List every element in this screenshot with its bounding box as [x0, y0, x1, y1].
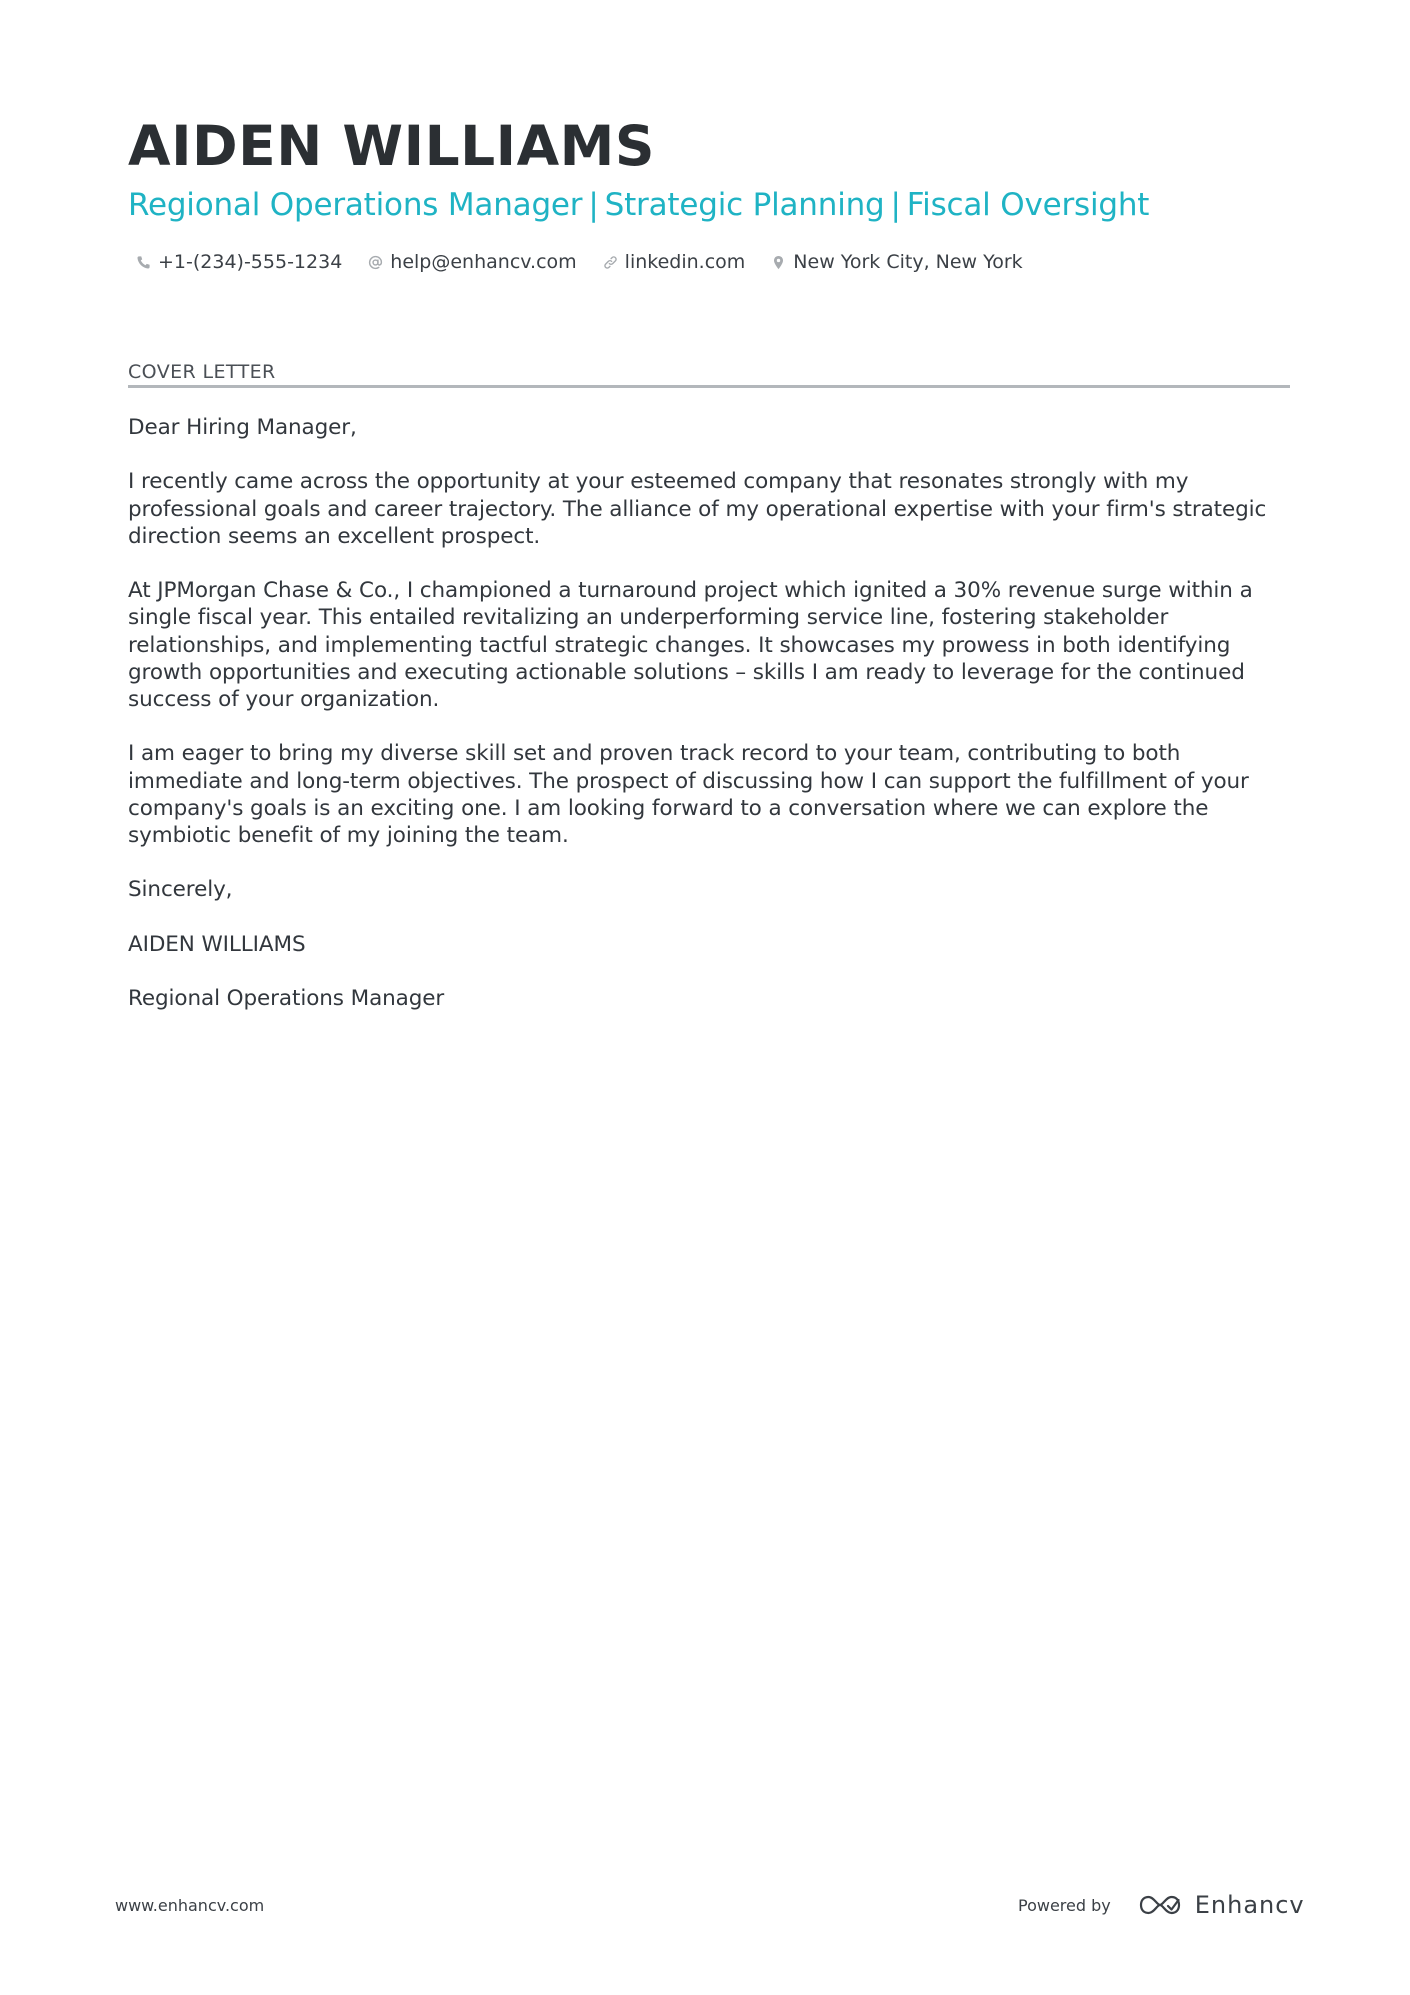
- at-sign-icon: [368, 255, 383, 270]
- footer-website[interactable]: www.enhancv.com: [115, 1896, 265, 1915]
- letter-paragraph: At JPMorgan Chase & Co., I championed a turnaround project which ignited a 30% revenue surge within a single fiscal year. This entailed revitalizing an underperforming service line, fostering stakeholder relationships, and implementing tactful strategic changes. It showcases my prowess in both identifying growth opportunities and executing actionable solutions – skills I am ready to leverage for the continued success of your organization.: [128, 578, 1253, 712]
- signature-name: AIDEN WILLIAMS: [128, 931, 306, 957]
- website-link: linkedin.com: [624, 251, 746, 273]
- letter-greeting: Dear Hiring Manager,: [128, 415, 357, 440]
- link-icon: [603, 255, 618, 270]
- contact-phone[interactable]: [136, 251, 342, 273]
- powered-by-badge[interactable]: [1018, 1890, 1305, 1920]
- headline-skill-1: Strategic Planning: [604, 187, 885, 223]
- contact-email[interactable]: [368, 251, 576, 273]
- location-pin-icon: [771, 255, 786, 270]
- email-address: help@enhancv.com: [390, 251, 577, 273]
- enhancv-logo-icon: [1137, 1893, 1183, 1917]
- letter-closing: Sincerely,: [128, 877, 233, 903]
- location-text: New York City, New York: [793, 251, 1023, 273]
- contact-bar: [136, 246, 1049, 278]
- headline-separator: |: [588, 187, 599, 223]
- phone-icon: [136, 255, 151, 270]
- contact-website[interactable]: [603, 251, 746, 273]
- headline-skill-2: Fiscal Oversight: [906, 187, 1150, 223]
- letter-paragraph: I recently came across the opportunity at your esteemed company that resonates strongly with my professional goals and career trajectory. The alliance of my operational expertise with your firm's strategic direction seems an excellent prospect.: [128, 469, 1267, 549]
- headline-role: Regional Operations Manager: [128, 187, 583, 223]
- section-divider: [128, 385, 1290, 388]
- brand-name: Enhancv: [1194, 1891, 1305, 1919]
- applicant-headline: [128, 183, 1149, 227]
- headline-separator: |: [890, 187, 901, 223]
- phone-number: +1-(234)-555-1234: [158, 251, 343, 273]
- contact-location: [771, 251, 1022, 273]
- letter-body: [128, 414, 1298, 1040]
- section-title: COVER LETTER: [128, 361, 276, 383]
- applicant-name: AIDEN WILLIAMS: [128, 114, 656, 178]
- letter-paragraph: I am eager to bring my diverse skill set and proven track record to your team, contributing to both immediate and long-term objectives. The prospect of discussing how I can support the fulfillment of your company's goals is an exciting one. I am looking forward to a conversation where we can explore the symbiotic benefit of my joining the team.: [128, 741, 1249, 848]
- signature-title: Regional Operations Manager: [128, 986, 445, 1012]
- powered-by-label: Powered by: [1018, 1895, 1111, 1915]
